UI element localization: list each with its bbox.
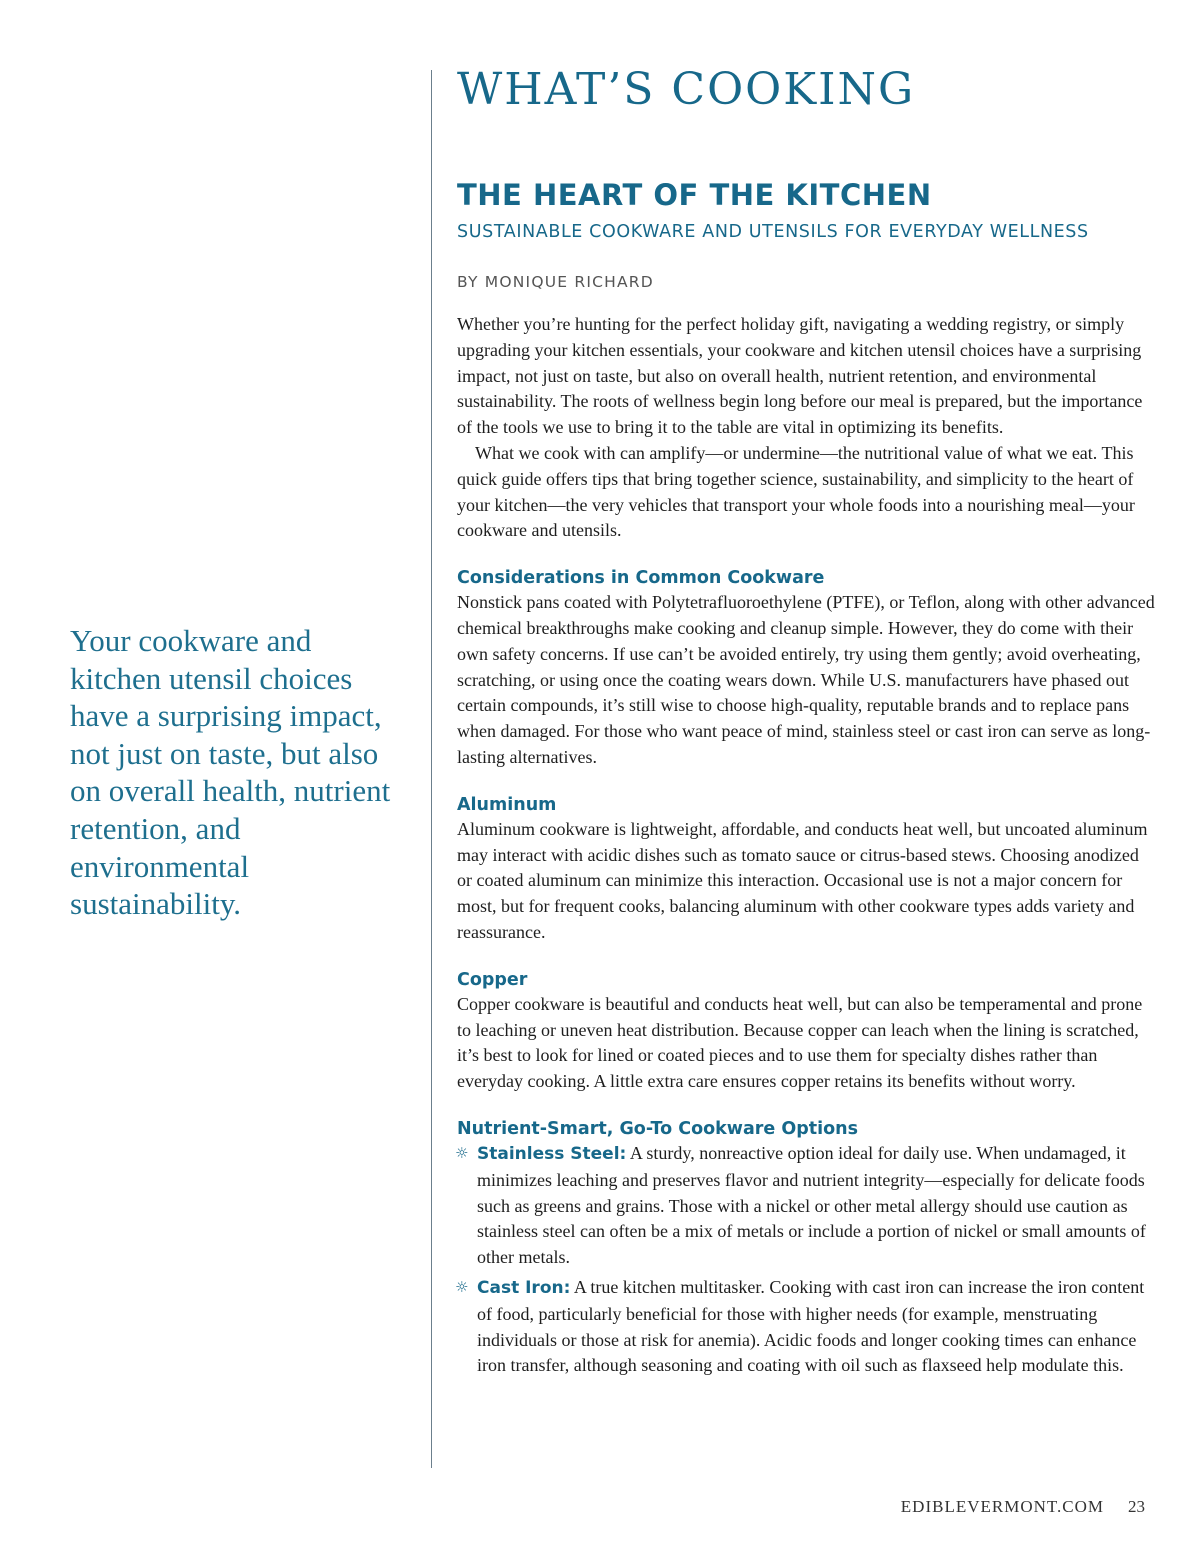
sun-icon: ☼ xyxy=(455,1277,469,1296)
intro-paragraph: What we cook with can amplify—or undermine—the nutritional value of what we eat. This quick guide offers tips that bring together science, sustainability, and simplicity to the heart of your kitchen—the very vehicles that transport your whole foods into a nourishing meal—your cookware and utensils. xyxy=(457,442,1135,541)
section-text-common-cookware: Nonstick pans coated with Polytetrafluoroethylene (PTFE), or Teflon, along with other advanced chemical breakthroughs make cooking and cleanup simple. However, they do come with their own safety concerns. If use can’t be avoided entirely, try using them gently; avoid overheating, scratching, or using once the coating wears down. While U.S. manufacturers have phased out certain compounds, it’s still wise to choose high-quality, reputable brands and to replace pans when damaged. For those who want peace of mind, stainless steel or cast iron can serve as long-lasting alternatives. xyxy=(457,592,1155,767)
article-byline: BY MONIQUE RICHARD xyxy=(457,273,654,291)
list-item xyxy=(457,1141,1157,1271)
column-divider xyxy=(431,70,432,1468)
section-title: WHAT’S COOKING xyxy=(457,64,916,115)
intro-paragraph: Whether you’re hunting for the perfect holiday gift, navigating a wedding registry, or simply upgrading your kitchen essentials, your cookware and kitchen utensil choices have a surprising impact, not just on taste, but also on overall health, nutrient retention, and environmental sustainability. The roots of wellness begin long before our meal is prepared, but the importance of the tools we use to bring it to the table are vital in optimizing its benefits. xyxy=(457,314,1143,438)
cookware-options-list xyxy=(457,1141,1157,1379)
footer-site: EDIBLEVERMONT.COM xyxy=(900,1497,1104,1516)
section-text-aluminum: Aluminum cookware is lightweight, affordable, and conducts heat well, but uncoated aluminum may interact with acidic dishes such as tomato sauce or citrus-based stews. Choosing anodized or coated aluminum can minimize this interaction. Occasional use is not a major concern for most, but for frequent cooks, balancing aluminum with other cookware types adds variety and reassurance. xyxy=(457,818,1148,942)
bullet-text: A true kitchen multitasker. Cooking with cast iron can increase the iron content of food, particularly beneficial for those with higher needs (for example, menstruating individuals or those at risk for anemia). Acidic foods and longer cooking times can enhance iron transfer, although seasoning and coating with oil such as flaxseed help modulate this. xyxy=(477,1276,1145,1376)
pull-quote: Your cookware and kitchen utensil choices have a surprising impact, not just on taste, but also on overall health, nutrient retention, and environmental sustainability. xyxy=(70,623,391,922)
list-item xyxy=(457,1275,1157,1379)
bullet-label: Cast Iron: xyxy=(477,1277,571,1298)
article-subhead: SUSTAINABLE COOKWARE AND UTENSILS FOR EVERYDAY WELLNESS xyxy=(457,222,1089,242)
section-text-copper: Copper cookware is beautiful and conducts heat well, but can also be temperamental and prone to leaching or uneven heat distribution. Because copper can leach when the lining is scratched, it’s best to look for lined or coated pieces and to use them for specialty dishes rather than everyday cooking. A little extra care ensures copper retains its benefits without worry. xyxy=(457,993,1143,1092)
page-footer xyxy=(901,1497,1145,1517)
section-heading-options: Nutrient-Smart, Go-To Cookware Options xyxy=(457,1118,859,1139)
bullet-label: Stainless Steel: xyxy=(477,1143,627,1164)
article-column xyxy=(455,62,1157,1376)
section-heading-common-cookware: Considerations in Common Cookware xyxy=(457,568,825,589)
article-body xyxy=(457,312,1157,1383)
sun-icon: ☼ xyxy=(455,1143,469,1162)
article-headline: THE HEART OF THE KITCHEN xyxy=(457,178,932,212)
section-heading-copper: Copper xyxy=(457,969,528,990)
section-heading-aluminum: Aluminum xyxy=(457,794,557,815)
page-number: 23 xyxy=(1128,1497,1145,1516)
bullet-text: A sturdy, nonreactive option ideal for daily use. When undamaged, it minimizes leaching and preserves flavor and nutrient integrity—especially for delicate foods such as greens and grains. Those with a nickel or other metal allergy should use caution as stainless steel can often be a mix of metals or include a portion of nickel or small amounts of other metals. xyxy=(477,1142,1146,1268)
